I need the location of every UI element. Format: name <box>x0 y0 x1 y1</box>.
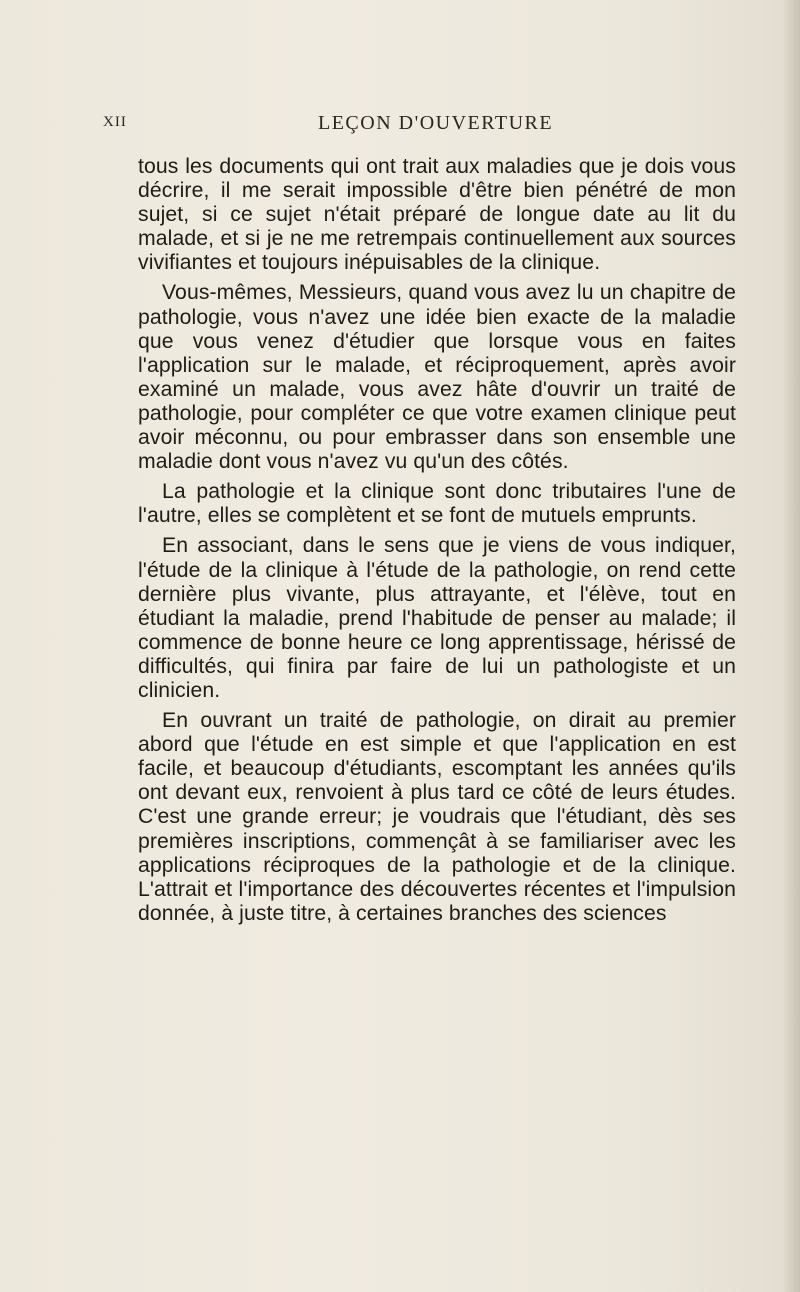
page-number: XII <box>103 114 127 130</box>
paragraph-5: En ouvrant un traité de pathologie, on dirait au premier abord que l'étude en est simple et que l'application en est facile, et beaucoup d'étudiants, escomptant les années qu'ils ont devant eux, renvoient à plus tard ce côté de leurs études. C'est une grande erreur; je voudrais que l'étudiant, dès ses premières inscriptions, commençât à se familiariser avec les applications réciproques de la pathologie et de la clinique. L'attrait et l'importance des découvertes récentes et l'impulsion donnée, à juste titre, à certaines branches des sciences <box>138 709 736 925</box>
body-text <box>138 155 736 932</box>
paragraph-2: Vous-mêmes, Messieurs, quand vous avez lu un chapitre de pathologie, vous n'avez une idée bien exacte de la maladie que vous venez d'étudier que lorsque vous en faites l'application sur le malade, et réciproquement, après avoir examiné un malade, vous avez hâte d'ouvrir un traité de pathologie, pour compléter ce que votre examen clinique peut avoir méconnu, ou pour embrasser dans son ensemble une maladie dont vous n'avez vu qu'un des côtés. <box>138 281 736 474</box>
chapter-title: LEÇON D'OUVERTURE <box>318 112 554 134</box>
paragraph-3: La pathologie et la clinique sont donc tributaires l'une de l'autre, elles se complètent et se font de mutuels emprunts. <box>138 480 736 528</box>
page-edge-shadow <box>782 0 800 1292</box>
paragraph-4: En associant, dans le sens que je viens de vous indiquer, l'étude de la clinique à l'étude de la pathologie, on rend cette dernière plus vivante, plus attrayante, et l'élève, tout en étudiant la maladie, prend l'habitude de penser au malade; il commence de bonne heure ce long apprentissage, hérissé de difficultés, qui finira par faire de lui un pathologiste et un clinicien. <box>138 534 736 702</box>
running-head <box>0 112 800 142</box>
paragraph-1: tous les documents qui ont trait aux maladies que je dois vous décrire, il me serait impossible d'être bien pénétré de mon sujet, si ce sujet n'était préparé de longue date au lit du malade, et si je ne me retrempais continuellement aux sources vivifiantes et toujours inépuisables de la clinique. <box>138 155 736 275</box>
